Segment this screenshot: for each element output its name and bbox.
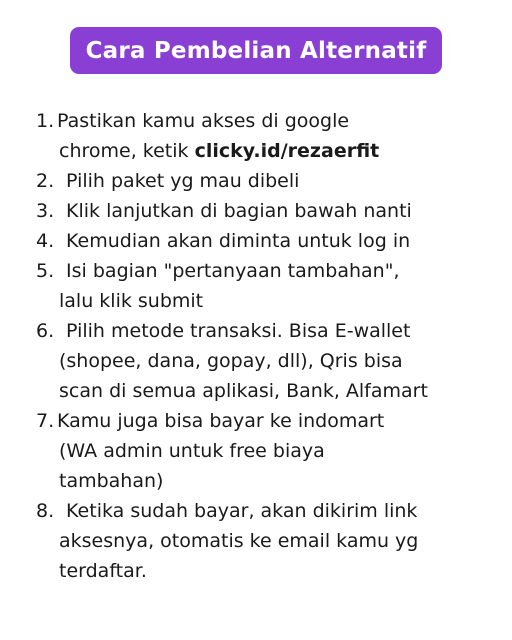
step-text-line: aksesnya, otomatis ke email kamu yg: [59, 530, 419, 552]
step-item-7: [36, 406, 506, 496]
step-number: 7.: [36, 410, 55, 432]
step-number: 3.: [36, 200, 55, 222]
step-text-line: Isi bagian "pertanyaan tambahan",: [60, 260, 400, 282]
step-text-line: Kemudian akan diminta untuk log in: [60, 230, 411, 252]
step-item-4: [36, 226, 506, 256]
step-item-6: [36, 316, 506, 406]
step-text-line: Pastikan kamu akses di google: [57, 110, 350, 132]
step-item-8: [36, 496, 506, 586]
step-url-text: clicky.id/rezaerfit: [194, 140, 380, 162]
step-item-3: [36, 196, 506, 226]
step-number: 2.: [36, 170, 55, 192]
step-number: 1.: [36, 110, 55, 132]
step-text-line: (shopee, dana, gopay, dll), Qris bisa: [59, 350, 403, 372]
step-text-line: Pilih paket yg mau dibeli: [60, 170, 300, 192]
step-item-2: [36, 166, 506, 196]
page-title: Cara Pembelian Alternatif: [85, 37, 427, 64]
step-text-line: tambahan): [59, 470, 164, 492]
step-text-line: Ketika sudah bayar, akan dikirim link: [60, 500, 418, 522]
steps-list: [36, 106, 506, 586]
step-text-line: scan di semua aplikasi, Bank, Alfamart: [59, 380, 428, 402]
step-item-5: [36, 256, 506, 316]
step-text-line: Pilih metode transaksi. Bisa E-wallet: [60, 320, 411, 342]
step-item-1: [36, 106, 506, 166]
step-text-line: (WA admin untuk free biaya: [59, 440, 325, 462]
step-text-line: Kamu juga bisa bayar ke indomart: [57, 410, 385, 432]
step-number: 6.: [36, 320, 55, 342]
step-text-segment: chrome, ketik: [59, 140, 195, 162]
step-number: 4.: [36, 230, 55, 252]
step-number: 8.: [36, 500, 55, 522]
title-badge: [70, 27, 442, 74]
step-text-line: Klik lanjutkan di bagian bawah nanti: [60, 200, 412, 222]
step-text-line: [59, 136, 506, 166]
step-text-line: terdaftar.: [59, 560, 147, 582]
step-text-line: lalu klik submit: [59, 290, 204, 312]
step-number: 5.: [36, 260, 55, 282]
